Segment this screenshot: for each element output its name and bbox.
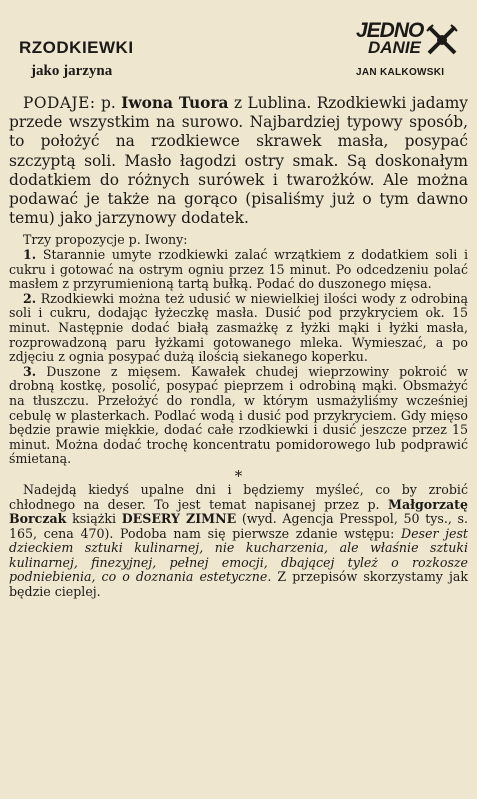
- column-author: JAN KALKOWSKI: [356, 67, 445, 78]
- dessert-text-2: książki: [72, 511, 117, 527]
- crossed-cutlery-icon: [424, 22, 460, 58]
- proposal-3: [9, 365, 468, 467]
- column-logo: [356, 20, 456, 80]
- intro-paragraph: [9, 94, 468, 228]
- dessert-text-3: (wyd. Agencja Presspol, 50 tys., s. 165, cena 470). Podoba nam się pierwsze zdanie wstępu:: [9, 511, 468, 541]
- dessert-text-4: Z przepisów skorzystamy jak będzie cieplej.: [9, 569, 468, 600]
- dessert-book-title: DESERY ZIMNE: [121, 511, 237, 527]
- proposal-2-text: Rzodkiewki można też udusić w niewielkiej ilości wody z odrobiną soli i cukru, dodając łyżeczkę masła. Dusić pod przykryciem ok. 15 minut. Następnie dodać białą zasmażkę z łyżki mąki i łyżki masła, rozprowadzoną paru łyżkami gotowanego mleka. Wymieszać, a po zdjęciu z ognia posypać dużą ilością siekanego koperku.: [9, 290, 468, 365]
- intro-source-name: Iwona Tuora: [121, 94, 229, 112]
- proposal-3-number: 3.: [23, 363, 37, 379]
- logo-line-1: JEDNO: [356, 19, 424, 42]
- article-header: [9, 0, 468, 94]
- proposal-2-number: 2.: [23, 290, 37, 306]
- intro-lead: PODAJE:: [23, 94, 96, 112]
- proposal-1-number: 1.: [23, 247, 37, 263]
- article-subtitle: jako jarzyna: [31, 63, 113, 79]
- logo-line-2: DANIE: [368, 38, 421, 57]
- dessert-text-1: Nadejdą kiedyś upalne dni i będziemy myśleć, co by zrobić chłodnego na deser. To jest temat napisanej przez p.: [9, 481, 468, 512]
- proposal-1-text: Starannie umyte rzodkiewki zalać wrzątkiem z dodatkiem soli i cukru i gotować na ostrym ogniu przez 15 minut. Po odcedzeniu polać masłem z przyrumienioną tartą bułką. Podać do duszonego mięsa.: [9, 247, 468, 292]
- proposal-2: [9, 292, 468, 365]
- proposal-1: [9, 248, 468, 292]
- proposals-section: [9, 233, 468, 467]
- intro-p-prefix: p.: [100, 94, 116, 112]
- dessert-quote: Deser jest dzieckiem sztuki kulinarnej, nie kucharzenia, ale właśnie sztuki kulinarnej, finezyjnej, pełnej emocji, dbającej tyleż o rozkosze podniebienia, co o doznania estetyczne.: [9, 525, 468, 585]
- intro-text: z Lublina. Rzodkiewki jadamy przede wszystkim na surowo. Najbardziej typowy sposób, to położyć na rzodkiewce skrawek masła, posypać szczyptą soli. Masło łagodzi ostry smak. Są doskonałym dodatkiem do różnych surówek i twarożków. Ale można podawać je także na gorąco (pisaliśmy już o tym dawno temu) jako jarzynowy dodatek.: [9, 94, 468, 228]
- dessert-author: Małgorzatę Borczak: [9, 496, 468, 527]
- proposals-intro: Trzy propozycje p. Iwony:: [23, 232, 188, 248]
- section-separator: *: [234, 466, 243, 485]
- dessert-paragraph: [9, 483, 468, 600]
- article-title: RZODKIEWKI: [19, 38, 134, 57]
- proposal-3-text: Duszone z mięsem. Kawałek chudej wieprzowiny pokroić w drobną kostkę, posolić, posypać pieprzem i odrobiną mąki. Obsmażyć na tłuszczu. Przełożyć do rondla, w którym usmażyliśmy wcześniej cebulę w plasterkach. Podlać wodą i dusić pod przykryciem. Gdy mięso będzie prawie miękkie, dodać całe rzodkiewki i dusić jeszcze przez 15 minut. Można dodać trochę koncentratu pomidorowego lub podprawić śmietaną.: [9, 363, 468, 467]
